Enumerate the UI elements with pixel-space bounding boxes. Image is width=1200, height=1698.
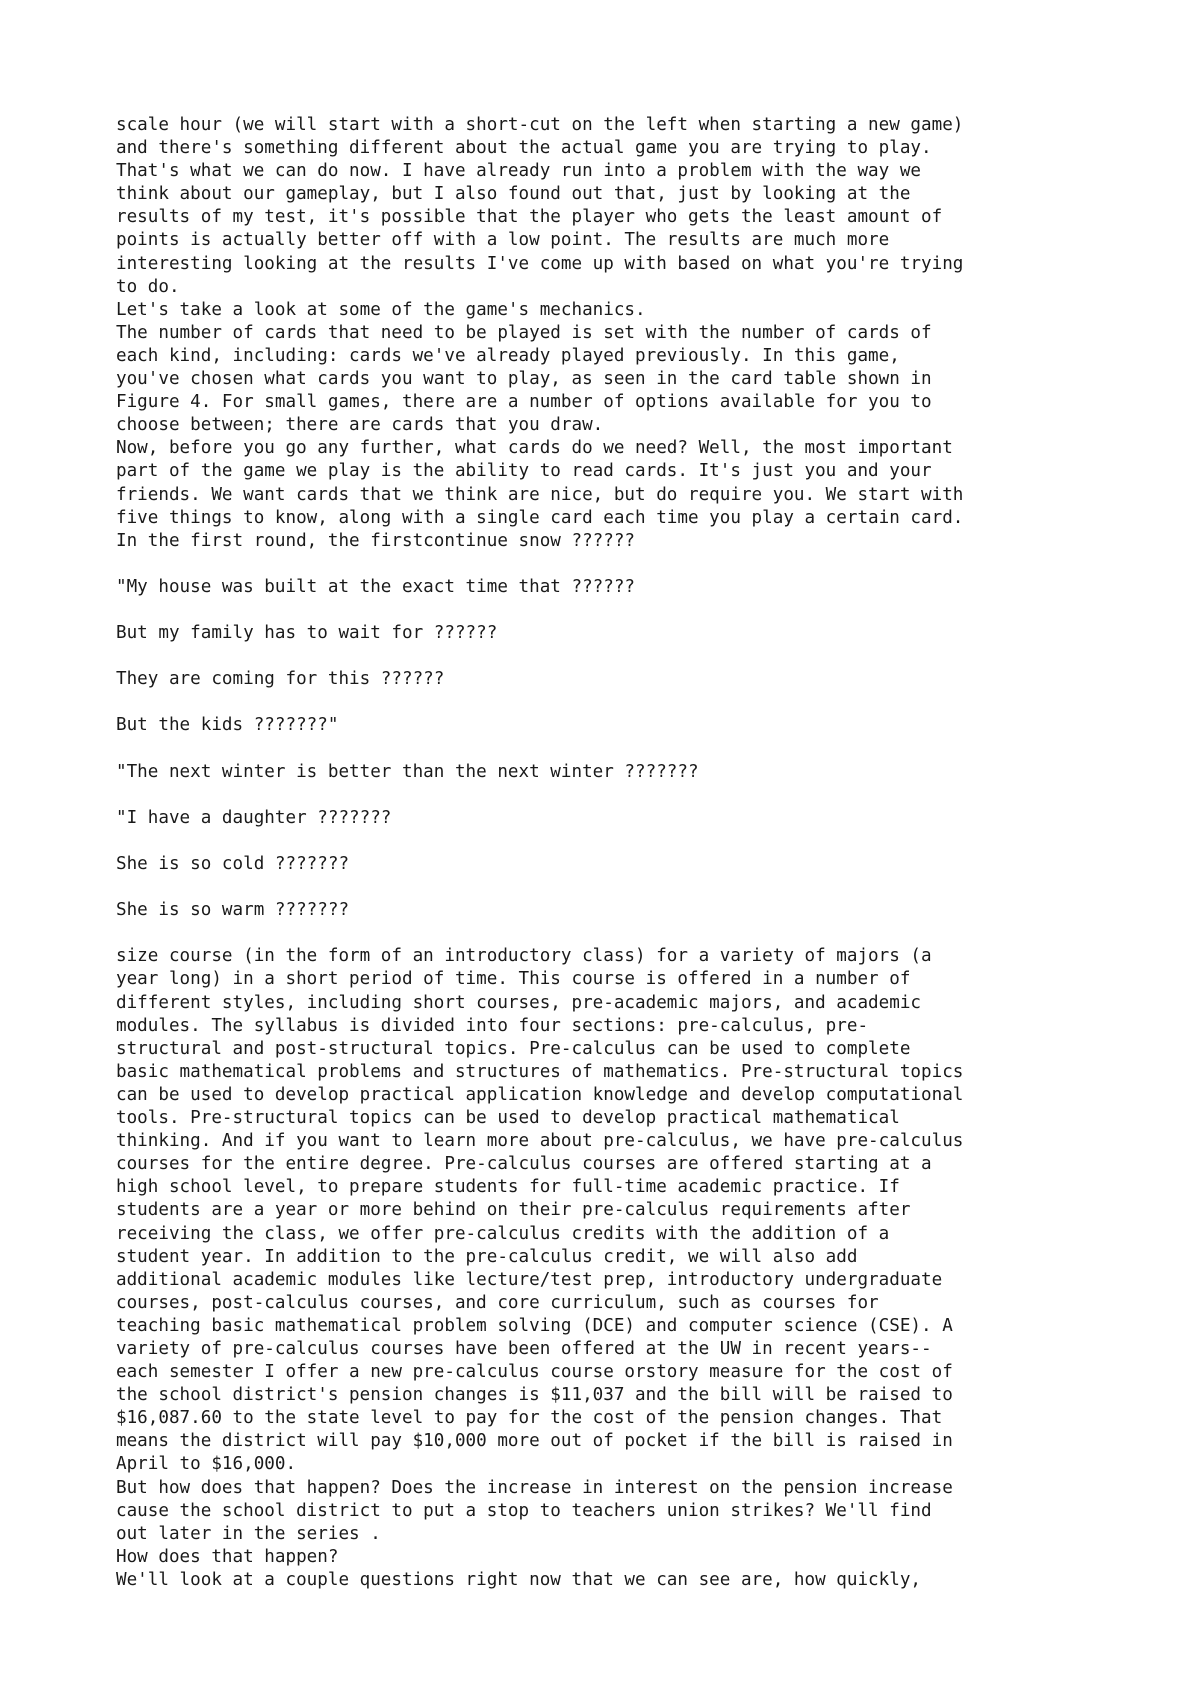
text-line: But my family has to wait for ??????	[116, 623, 498, 644]
text-line: Let's take a look at some of the game's mechanics.	[116, 299, 646, 320]
text-line: size course (in the form of an introductory class) for a variety of majors (a	[116, 946, 932, 967]
text-line: April to $16,000.	[116, 1454, 297, 1475]
text-line: thinking. And if you want to learn more about pre-calculus, we have pre-calculus	[116, 1131, 964, 1152]
text-line: variety of pre-calculus courses have been offered at the UW in recent years--	[116, 1338, 932, 1359]
text-line: can be used to develop practical application knowledge and develop computational	[116, 1084, 964, 1105]
text-line: think about our gameplay, but I also found out that, just by looking at the	[116, 184, 911, 205]
text-line: additional academic modules like lecture/test prep, introductory undergraduate	[116, 1269, 943, 1290]
blank-line	[116, 691, 1116, 714]
text-line: out later in the series .	[116, 1523, 381, 1544]
text-line: They are coming for this ??????	[116, 669, 445, 690]
text-line: "I have a daughter ???????	[116, 807, 392, 828]
text-line: tools. Pre-structural topics can be used to develop practical mathematical	[116, 1108, 900, 1129]
text-line: you've chosen what cards you want to play, as seen in the card table shown in	[116, 369, 932, 390]
text-line: basic mathematical problems and structures of mathematics. Pre-structural topics	[116, 1061, 964, 1082]
blank-line	[116, 599, 1116, 622]
text-line: results of my test, it's possible that the player who gets the least amount of	[116, 207, 943, 228]
blank-line	[116, 830, 1116, 853]
text-line: structural and post-structural topics. Pre-calculus can be used to complete	[116, 1038, 911, 1059]
text-line: five things to know, along with a single card each time you play a certain card.	[116, 507, 964, 528]
blank-line	[116, 784, 1116, 807]
document-body	[116, 114, 1116, 1592]
text-line: But how does that happen? Does the increase in interest on the pension increase	[116, 1477, 953, 1498]
text-line: But the kids ???????"	[116, 715, 339, 736]
text-line: the school district's pension changes is $11,037 and the bill will be raised to	[116, 1385, 953, 1406]
text-line: choose between; there are cards that you draw.	[116, 415, 604, 436]
text-line: cause the school district to put a stop to teachers union strikes? We'll find	[116, 1500, 932, 1521]
text-line: "The next winter is better than the next winter ???????	[116, 761, 699, 782]
text-line: She is so warm ???????	[116, 900, 350, 921]
text-line: high school level, to prepare students for full-time academic practice. If	[116, 1177, 900, 1198]
text-line: courses for the entire degree. Pre-calculus courses are offered starting at a	[116, 1154, 932, 1175]
text-line: We'll look at a couple questions right now that we can see are, how quickly,	[116, 1569, 922, 1590]
text-line: receiving the class, we offer pre-calculus credits with the addition of a	[116, 1223, 890, 1244]
text-line: different styles, including short courses, pre-academic majors, and academic	[116, 992, 922, 1013]
text-line: "My house was built at the exact time that ??????	[116, 576, 636, 597]
text-line: In the first round, the firstcontinue snow ??????	[116, 530, 636, 551]
text-line: modules. The syllabus is divided into four sections: pre-calculus, pre-	[116, 1015, 869, 1036]
text-line: each semester I offer a new pre-calculus course orstory measure for the cost of	[116, 1362, 953, 1383]
blank-line	[116, 738, 1116, 761]
text-line: each kind, including: cards we've already played previously. In this game,	[116, 345, 900, 366]
text-line: $16,087.60 to the state level to pay for the cost of the pension changes. That	[116, 1408, 943, 1429]
text-line: Figure 4. For small games, there are a number of options available for you to	[116, 392, 932, 413]
text-line: The number of cards that need to be played is set with the number of cards of	[116, 322, 932, 343]
blank-line	[116, 553, 1116, 576]
text-line: student year. In addition to the pre-calculus credit, we will also add	[116, 1246, 858, 1267]
text-line: points is actually better off with a low point. The results are much more	[116, 230, 890, 251]
text-line: to do.	[116, 276, 180, 297]
text-line: How does that happen?	[116, 1546, 339, 1567]
text-line: Now, before you go any further, what cards do we need? Well, the most important	[116, 438, 953, 459]
text-line: That's what we can do now. I have already run into a problem with the way we	[116, 161, 922, 182]
text-line: scale hour (we will start with a short-cut on the left when starting a new game)	[116, 115, 964, 135]
text-line: courses, post-calculus courses, and core curriculum, such as courses for	[116, 1292, 879, 1313]
text-line: year long) in a short period of time. This course is offered in a number of	[116, 969, 911, 990]
text-line: interesting looking at the results I've come up with based on what you're trying	[116, 253, 964, 274]
text-line: friends. We want cards that we think are nice, but do require you. We start with	[116, 484, 964, 505]
text-line: She is so cold ???????	[116, 854, 350, 874]
text-line: and there's something different about the actual game you are trying to play.	[116, 138, 932, 159]
text-line: means the district will pay $10,000 more out of pocket if the bill is raised in	[116, 1431, 953, 1452]
text-line: students are a year or more behind on their pre-calculus requirements after	[116, 1200, 911, 1221]
text-line: part of the game we play is the ability to read cards. It's just you and your	[116, 461, 932, 482]
blank-line	[116, 876, 1116, 899]
text-line: teaching basic mathematical problem solving (DCE) and computer science (CSE). A	[116, 1315, 953, 1336]
blank-line	[116, 645, 1116, 668]
blank-line	[116, 922, 1116, 945]
